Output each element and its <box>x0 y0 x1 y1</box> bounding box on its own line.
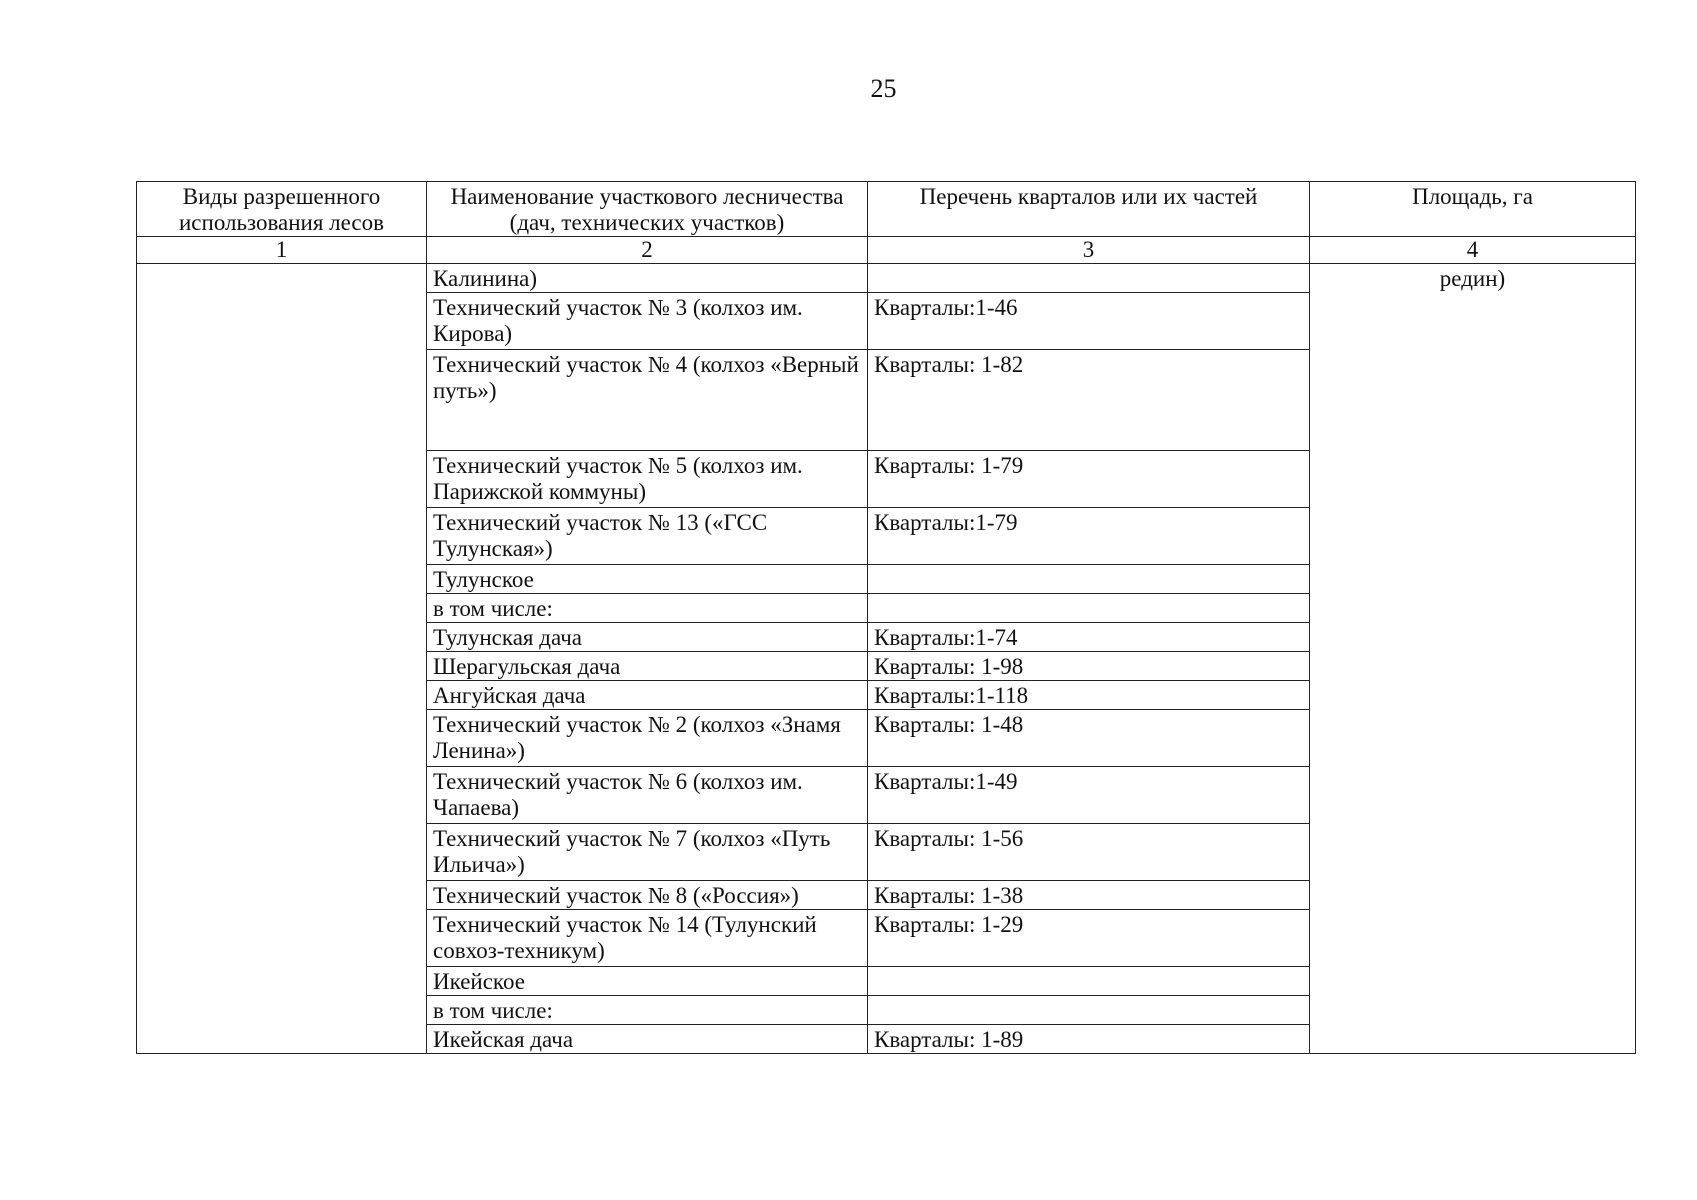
column-number: 2 <box>427 237 868 264</box>
column-number-row <box>137 237 1636 264</box>
forestry-name-cell: в том числе: <box>427 594 868 623</box>
forestry-name-cell: Ангуйская дача <box>427 681 868 710</box>
forestry-name-cell: Технический участок № 6 (колхоз им. Чапаева) <box>427 767 868 824</box>
quarters-cell: Кварталы: 1-48 <box>868 710 1310 767</box>
header-use-types: Виды разрешенного использования лесов <box>137 182 427 237</box>
table-row <box>137 264 1636 293</box>
forestry-name-cell: в том числе: <box>427 996 868 1025</box>
quarters-cell <box>868 967 1310 996</box>
quarters-cell <box>868 996 1310 1025</box>
header-forestry-name: Наименование участкового лесничества (дач, технических участков) <box>427 182 868 237</box>
quarters-cell: Кварталы: 1-56 <box>868 824 1310 881</box>
header-row <box>137 182 1636 237</box>
header-area: Площадь, га <box>1310 182 1636 237</box>
forestry-name-cell: Технический участок № 13 («ГСС Тулунская») <box>427 508 868 565</box>
column-number: 4 <box>1310 237 1636 264</box>
use-type-cell <box>137 264 427 1054</box>
quarters-cell: Кварталы: 1-79 <box>868 451 1310 508</box>
forestry-name-cell: Технический участок № 14 (Тулунский совхоз-техникум) <box>427 910 868 967</box>
forestry-name-cell: Технический участок № 3 (колхоз им. Кирова) <box>427 293 868 350</box>
header-quarters-list: Перечень кварталов или их частей <box>868 182 1310 237</box>
forest-use-table <box>136 181 1636 1054</box>
forestry-name-cell: Икейское <box>427 967 868 996</box>
forestry-name-cell: Тулунское <box>427 565 868 594</box>
quarters-cell: Кварталы: 1-89 <box>868 1025 1310 1054</box>
forestry-name-cell: Икейская дача <box>427 1025 868 1054</box>
quarters-cell: Кварталы:1-46 <box>868 293 1310 350</box>
quarters-cell <box>868 594 1310 623</box>
forestry-name-cell: Шерагульская дача <box>427 652 868 681</box>
area-cell: редин) <box>1310 264 1636 1054</box>
quarters-cell <box>868 264 1310 293</box>
forestry-name-cell: Технический участок № 2 (колхоз «Знамя Ленина») <box>427 710 868 767</box>
page-number: 25 <box>870 74 897 103</box>
forestry-name-cell: Тулунская дача <box>427 623 868 652</box>
quarters-cell: Кварталы: 1-98 <box>868 652 1310 681</box>
forestry-name-cell: Технический участок № 8 («Россия») <box>427 881 868 910</box>
column-number: 1 <box>137 237 427 264</box>
quarters-cell: Кварталы: 1-38 <box>868 881 1310 910</box>
forestry-name-cell: Технический участок № 7 (колхоз «Путь Ильича») <box>427 824 868 881</box>
forestry-name-cell: Технический участок № 4 (колхоз «Верный путь») <box>427 350 868 451</box>
column-number: 3 <box>868 237 1310 264</box>
quarters-cell: Кварталы: 1-29 <box>868 910 1310 967</box>
quarters-cell: Кварталы: 1-82 <box>868 350 1310 451</box>
quarters-cell: Кварталы:1-118 <box>868 681 1310 710</box>
quarters-cell: Кварталы:1-79 <box>868 508 1310 565</box>
quarters-cell: Кварталы:1-49 <box>868 767 1310 824</box>
quarters-cell <box>868 565 1310 594</box>
forestry-name-cell: Технический участок № 5 (колхоз им. Парижской коммуны) <box>427 451 868 508</box>
quarters-cell: Кварталы:1-74 <box>868 623 1310 652</box>
forestry-name-cell: Калинина) <box>427 264 868 293</box>
